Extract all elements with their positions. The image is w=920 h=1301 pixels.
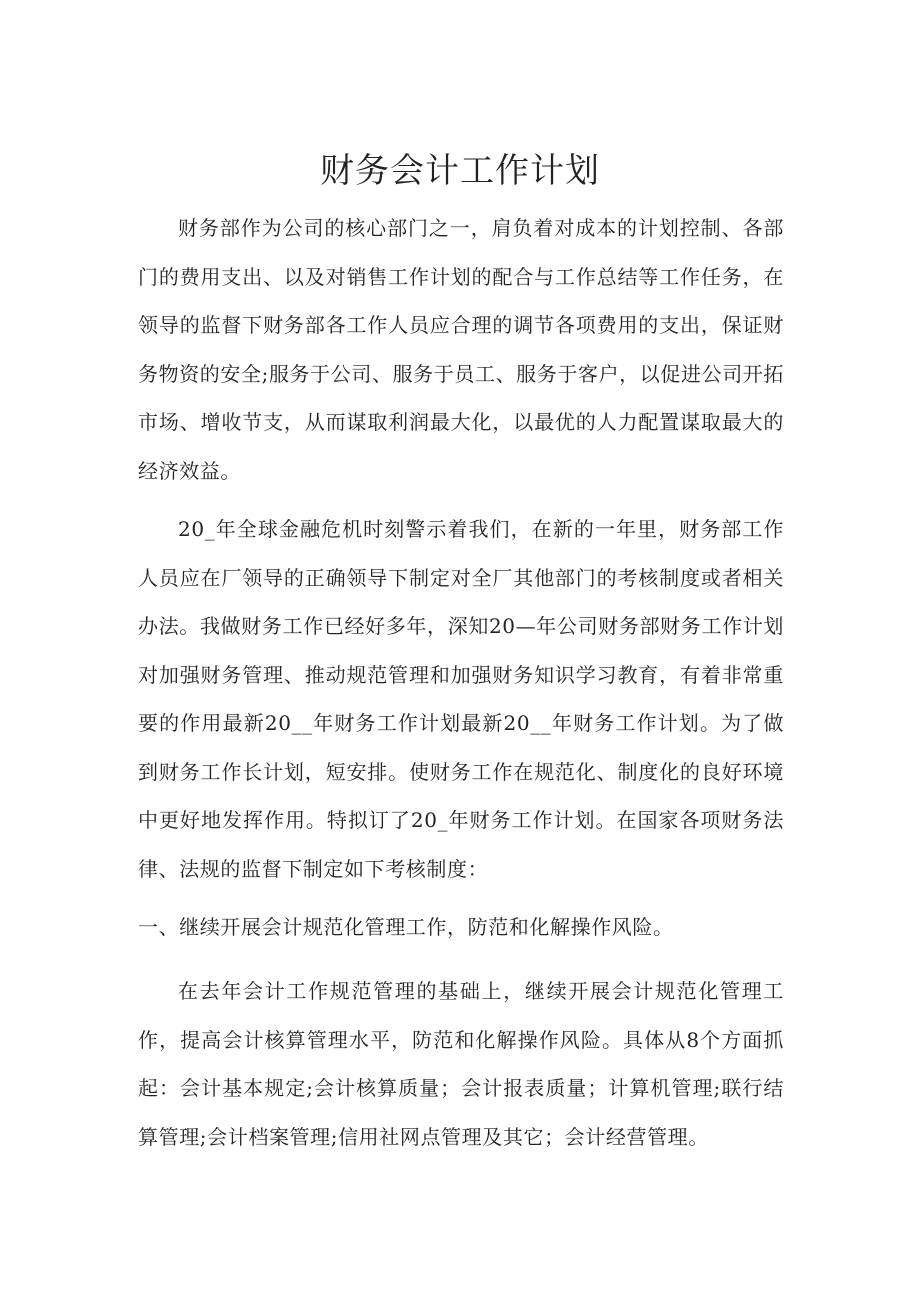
background-paragraph: 20_年全球金融危机时刻警示着我们，在新的一年里，财务部工作人员应在厂领导的正确领导下制定对全厂其他部门的考核制度或者相关办法。我做财务工作已经好多年，深知20—年公司财务部财务工作计划对加强财务管理、推动规范管理和加强财务知识学习教育，有着非常重要的作用最新20__年财务工作计划最新20__年财务工作计划。为了做到财务工作长计划，短安排。使财务工作在规范化、制度化的良好环境中更好地发挥作用。特拟订了20_年财务工作计划。在国家各项财务法律、法规的监督下制定如下考核制度： xyxy=(138,517,784,881)
section-heading: 一、继续开展会计规范化管理工作，防范和化解操作风险。 xyxy=(138,915,674,939)
intro-paragraph: 财务部作为公司的核心部门之一，肩负着对成本的计划控制、各部门的费用支出、以及对销售工作计划的配合与工作总结等工作任务，在领导的监督下财务部各工作人员应合理的调节各项费用的支出，保证财务物资的安全;服务于公司、服务于员工、服务于客户，以促进公司开拓市场、增收节支，从而谋取利润最大化，以最优的人力配置谋取最大的经济效益。 xyxy=(138,216,784,483)
section-paragraph: 在去年会计工作规范管理的基础上，继续开展会计规范化管理工作，提高会计核算管理水平，防范和化解操作风险。具体从8个方面抓起：会计基本规定;会计核算质量；会计报表质量；计算机管理;联行结算管理;会计档案管理;信用社网点管理及其它；会计经营管理。 xyxy=(138,979,784,1149)
document-title: 财务会计工作计划 xyxy=(320,151,600,191)
